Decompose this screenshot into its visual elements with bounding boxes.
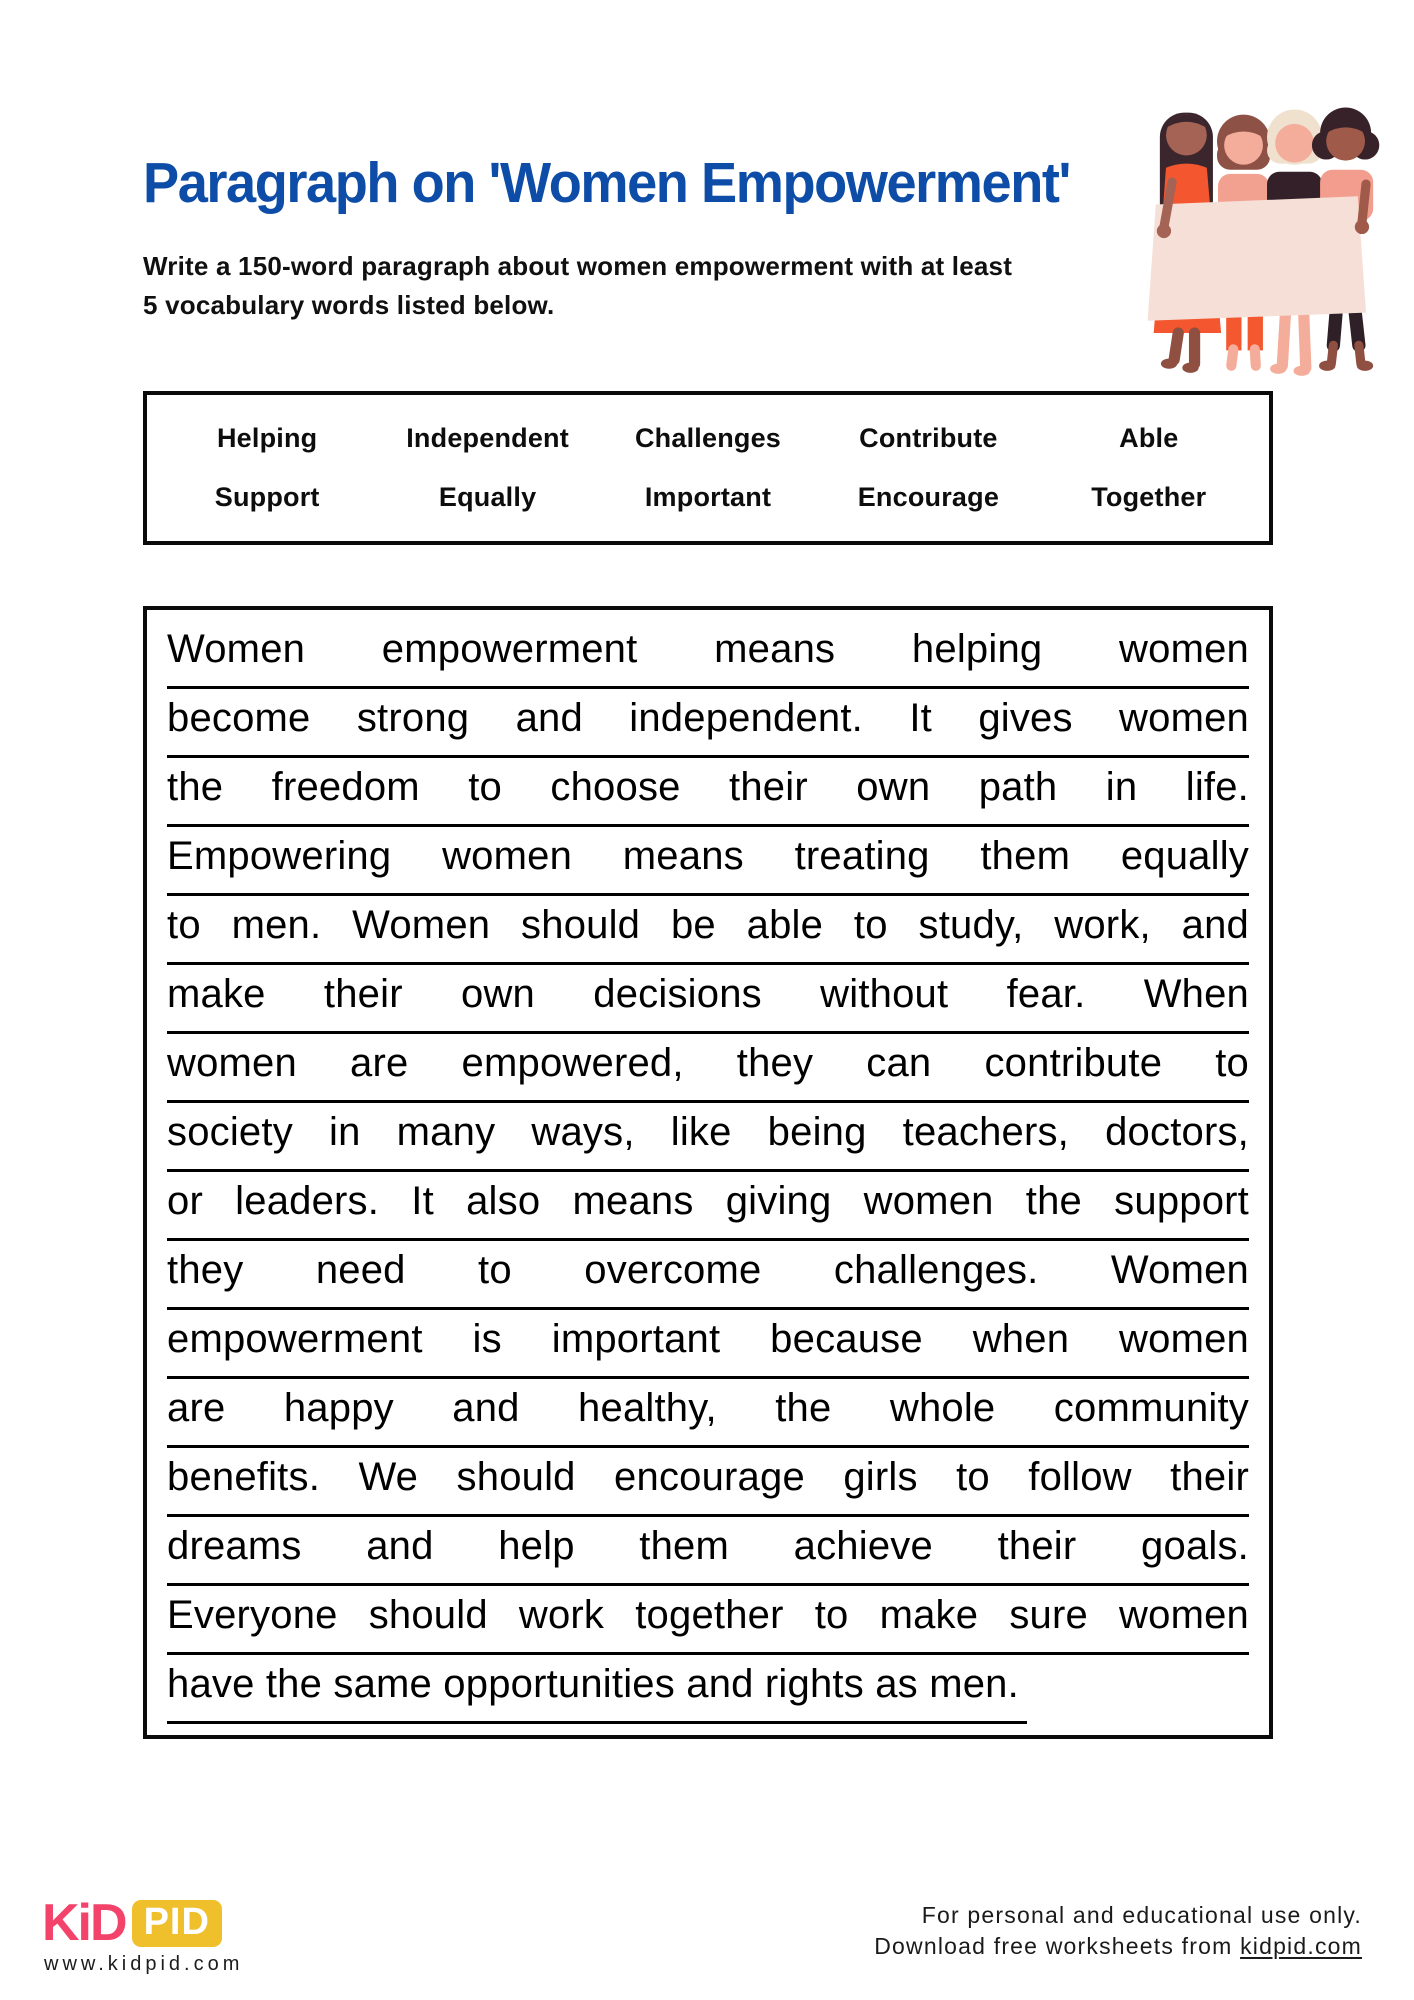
download-line-prefix: Download free worksheets from [874,1933,1241,1959]
vocab-word: Able [1119,423,1179,453]
footer-usage-note [874,1900,1362,1962]
vocab-word: Contribute [859,423,998,453]
usage-line: For personal and educational use only. [921,1902,1362,1928]
vocabulary-box [143,391,1273,545]
vocab-word: Encourage [857,482,1000,512]
paragraph-box [143,606,1273,1739]
vocab-word: Together [1091,482,1207,512]
paragraph-line: make their own decisions without fear. When [167,969,1249,1034]
instructions-line-1: Write a 150-word paragraph about women empowerment with at least [143,251,1013,281]
paragraph-line: Empowering women means treating them equally [167,831,1249,896]
instructions-line-2: 5 vocabulary words listed below. [143,290,555,320]
page-title: Paragraph on 'Women Empowerment' [143,151,1070,215]
paragraph-line: they need to overcome challenges. Women [167,1245,1249,1310]
vocab-word: Helping [216,423,318,453]
vocab-word: Equally [438,482,537,512]
women-banner-illustration [1122,82,1410,380]
kidpid-logo [42,1893,222,1953]
vocab-word: Support [214,482,320,512]
download-line [874,1931,1362,1962]
paragraph-line: the freedom to choose their own path in life. [167,762,1249,827]
logo-kid-text: KiD [42,1894,126,1952]
paragraph-line: Women empowerment means helping women [167,624,1249,689]
logo-pid-badge: PID [132,1900,222,1947]
vocab-word: Challenges [634,423,782,453]
instructions [143,247,1012,325]
paragraph-line: or leaders. It also means giving women the support [167,1176,1249,1241]
paragraph-line: to men. Women should be able to study, work, and [167,900,1249,965]
website-url: www.kidpid.com [44,1953,244,1975]
vocab-word: Important [644,482,772,512]
paragraph-line: have the same opportunities and rights as men. [167,1659,1027,1724]
paragraph-line: benefits. We should encourage girls to follow their [167,1452,1249,1517]
paragraph-line: empowerment is important because when women [167,1314,1249,1379]
paragraph-line: Everyone should work together to make sure women [167,1590,1249,1655]
paragraph-line: dreams and help them achieve their goals. [167,1521,1249,1586]
paragraph-line: society in many ways, like being teachers, doctors, [167,1107,1249,1172]
paragraph-line: are happy and healthy, the whole community [167,1383,1249,1448]
vocab-word: Independent [406,423,569,453]
paragraph-line: women are empowered, they can contribute to [167,1038,1249,1103]
kidpid-link[interactable]: kidpid.com [1240,1933,1362,1959]
paragraph-line: become strong and independent. It gives women [167,693,1249,758]
